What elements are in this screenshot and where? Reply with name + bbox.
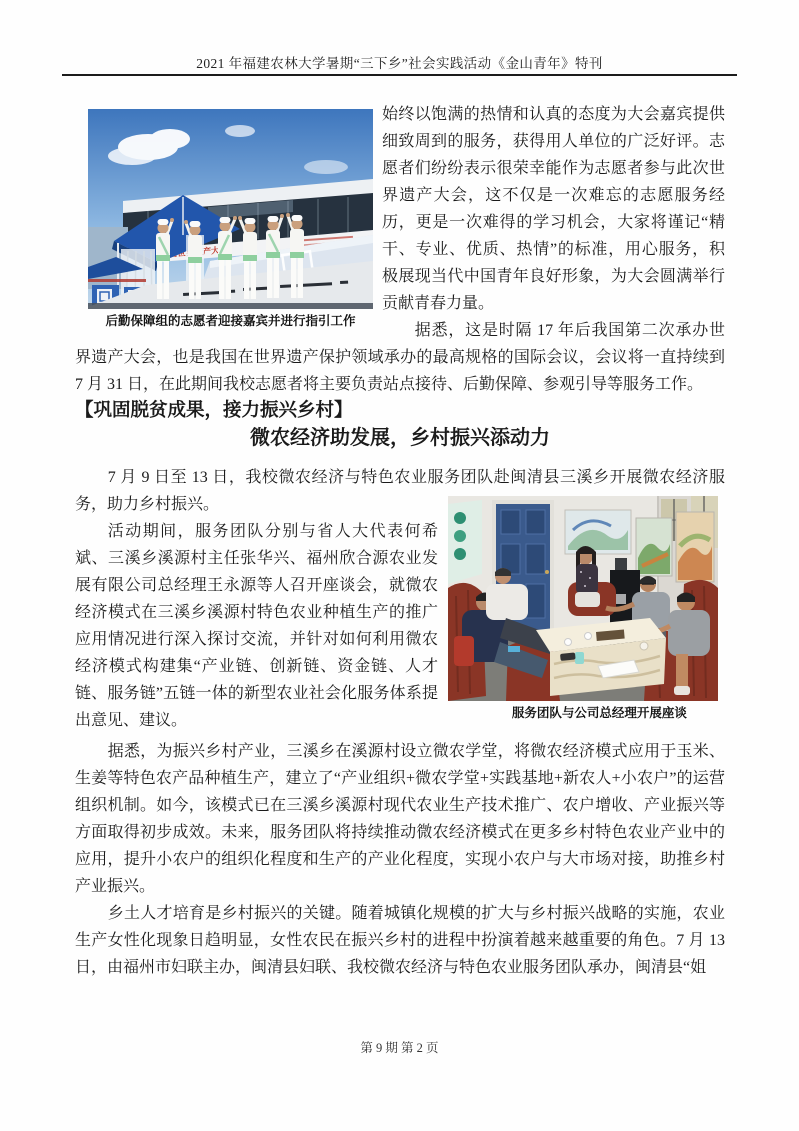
section-heading: 【巩固脱贫成果，接力振兴乡村】 [75, 401, 353, 421]
page-content [75, 101, 725, 981]
volunteers-photo-figure [88, 109, 373, 329]
meeting-photo-figure [448, 496, 718, 721]
article2-title: 微农经济助发展，乡村振兴添动力 [250, 427, 550, 449]
volunteers-photo-caption: 后勤保障组的志愿者迎接嘉宾并进行指引工作 [105, 314, 356, 328]
article2-paragraph-2-text: 活动期间，服务团队分别与省人大代表何希斌、三溪乡溪源村主任张华兴、福州欣合源农业发展有限公司总经理王永源等人召开座谈会，就微农经济模式在三溪乡溪源村特色农业种植生产的推广应用情况进行深入探讨交流，并针对如何利用微农经济模式构建集“产业链、创新链、资金链、人才链、服务链”五链一体的新型农业社会化服务体系提出意见、建议。 [75, 523, 438, 729]
header-rule [62, 74, 737, 76]
coffee-table [536, 618, 666, 696]
article1-paragraph-2: 据悉，这是时隔 17 年后我国第二次承办世界遗产大会，也是我国在世界遗产保护领域承办的最高规格的国际会议，会议将一直持续到 7 月 31 日，在此期间我校志愿者将主要负责站点接待、后勤保障、参观引导等服务工作。 [75, 322, 725, 393]
page-header-title: 2021 年福建农林大学暑期“三下乡”社会实践活动《金山青年》特刊 [196, 56, 603, 71]
volunteers-photo [88, 109, 373, 309]
article1-paragraph-1: 始终以饱满的热情和认真的态度为大会嘉宾提供细致周到的服务，获得用人单位的广泛好评。志愿者们纷纷表示很荣幸能作为志愿者参与此次世界遗产大会，这不仅是一次难忘的志愿服务经历，更是一次难得的学习机会，大家将谨记“精干、专业、优质、热情”的标准，用心服务，积极展现当代中国青年良好形象，为大会圆满举行贡献青春力量。 [382, 106, 725, 312]
article2-paragraph-4: 乡土人才培育是乡村振兴的关键。随着城镇化规模的扩大与乡村振兴战略的实施，农业生产女性化现象日趋明显，女性农民在振兴乡村的进程中扮演着越来越重要的角色。7 月 13 日，由福州市妇联主办，闽清县妇联、我校微农经济与特色农业服务团队承办，闽清县“姐 [75, 905, 725, 976]
article2-paragraph-2 [75, 518, 725, 734]
meeting-photo-caption: 服务团队与公司总经理开展座谈 [511, 706, 687, 720]
footer-page-number: 第 9 期 第 2 页 [360, 1041, 439, 1055]
meeting-photo [448, 496, 718, 701]
article2-paragraph-3: 据悉，为振兴乡村产业，三溪乡在溪源村设立微农学堂，将微农经济模式应用于玉米、生姜等特色农产品种植生产，建立了“产业组织+微农学堂+实践基地+新农人+小农户”的运营组织机制。如今，该模式已在三溪乡溪源村现代农业生产技术推广、农户增收、产业振兴等方面取得初步成效。未来，服务团队将持续推动微农经济模式在更多乡村特色农业产业中的应用，提升小农户的组织化程度和生产的产业化程度，实现小农户与大市场对接，助推乡村产业振兴。 [75, 743, 725, 895]
article2-paragraph-1: 7 月 9 日至 13 日，我校微农经济与特色农业服务团队赴闽清县三溪乡开展微农经济服务，助力乡村振兴。 [75, 469, 725, 513]
